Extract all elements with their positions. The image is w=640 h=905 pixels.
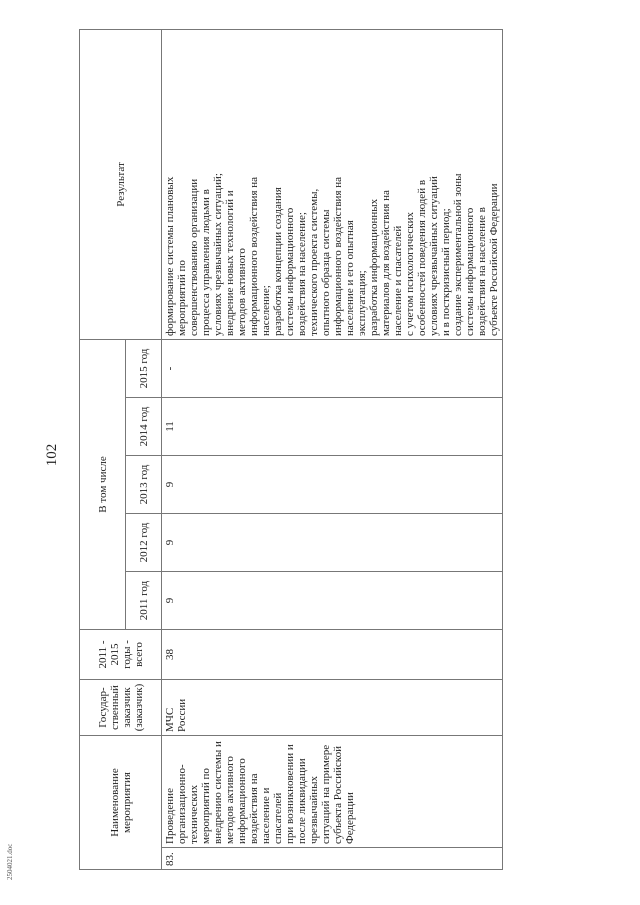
result-line: внедрение новых технологий и <box>224 190 236 336</box>
name-line: ситуаций на примере <box>320 744 332 844</box>
result-line: системы информационного <box>284 207 296 336</box>
result-line: информационного воздействия на <box>248 176 260 336</box>
result-line: материалов для воздействия на <box>380 190 392 336</box>
name-line: при возникновении и <box>284 744 296 844</box>
name-line: технических <box>188 784 200 844</box>
result-line: разработка концепции создания <box>272 187 284 336</box>
result-line: условиях чрезвычайных ситуаций <box>428 176 440 336</box>
name-line: Федерации <box>344 792 356 844</box>
name-line: мероприятий по <box>200 768 212 844</box>
row-customer: МЧС России <box>162 680 503 736</box>
header-year: 2011 год <box>126 572 162 630</box>
result-line: условиях чрезвычайных ситуаций; <box>212 173 224 336</box>
name-line: чрезвычайных <box>308 775 320 844</box>
result-line: системы информационного <box>464 207 476 336</box>
row-year-value: 9 <box>162 456 503 514</box>
header-name: Наименование мероприятия <box>80 736 162 870</box>
row-result-lines <box>164 33 500 336</box>
header-customer: Государ-ственный заказчик (заказчик) <box>80 680 162 736</box>
row-name-lines <box>164 739 356 844</box>
header-year: 2015 год <box>126 340 162 398</box>
rotated-table-container <box>79 30 579 870</box>
name-line: воздействия на <box>248 773 260 844</box>
row-year-value: 11 <box>162 398 503 456</box>
result-line: особенностей поведения людей в <box>416 179 428 336</box>
result-line: население и спасателей <box>392 225 404 336</box>
name-line: информационного <box>236 758 248 844</box>
row-total: 38 <box>162 630 503 680</box>
page-number: 102 <box>44 443 60 467</box>
result-line: опытного образца системы <box>320 209 332 336</box>
row-name <box>162 736 503 848</box>
header-year: 2013 год <box>126 456 162 514</box>
document-reference: 2504021.doc <box>6 843 14 880</box>
result-line: с учетом психологических <box>404 212 416 336</box>
row-result <box>162 30 503 340</box>
result-line: эксплуатация; <box>356 270 368 336</box>
name-line: методов активного <box>224 756 236 844</box>
result-line: процесса управления людьми в <box>200 189 212 336</box>
name-line: Проведение <box>164 788 176 844</box>
result-line: и в посткризисный период; <box>440 208 452 336</box>
result-line: разработка информационных <box>368 198 380 336</box>
name-line: население и спасателей <box>260 787 284 844</box>
header-total: 2011 - 2015 годы - всего <box>80 630 162 680</box>
result-line: субъекте Российской Федерации <box>488 183 500 336</box>
row-year-value: 9 <box>162 572 503 630</box>
row-year-value: 9 <box>162 514 503 572</box>
result-line: совершенствованию организации <box>188 178 200 336</box>
result-line: население и его опытная <box>344 220 356 336</box>
result-line: воздействия на население в <box>476 207 488 336</box>
result-line: формирование системы плановых <box>164 176 176 336</box>
name-line: субъекта Российской <box>332 746 344 844</box>
header-year: 2012 год <box>126 514 162 572</box>
table-row <box>162 30 503 870</box>
name-line: после ликвидации <box>296 758 308 844</box>
result-line: воздействия на население; <box>296 212 308 336</box>
header-year: 2014 год <box>126 398 162 456</box>
header-result: Результат <box>80 30 162 340</box>
result-line: информационного воздействия на <box>332 176 344 336</box>
row-number: 83. <box>162 848 503 870</box>
program-table <box>79 29 503 870</box>
name-line: организационно- <box>176 764 188 844</box>
name-line: внедрению системы и <box>212 741 224 844</box>
result-line: методов активного <box>236 248 248 336</box>
result-line: население; <box>260 285 272 336</box>
header-including: В том числе <box>80 340 126 630</box>
result-line: создание экспериментальной зоны <box>452 173 464 336</box>
result-line: технического проекта системы, <box>308 188 320 336</box>
row-year-value: - <box>162 340 503 398</box>
result-line: мероприятий по <box>176 260 188 336</box>
